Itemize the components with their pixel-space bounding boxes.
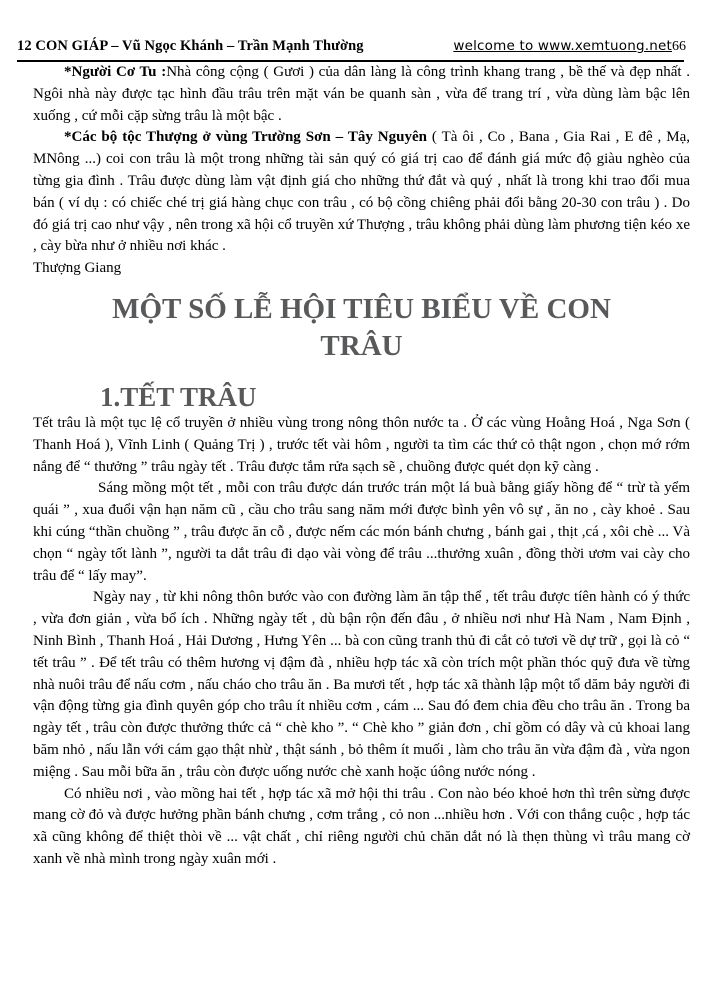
paragraph-body: ( Tà ôi , Co , Bana , Gia Rai , E đê , Mạ, MNông ...) coi con trâu là một trong những tài sản quý có giá trị cao để đánh giá mức độ giàu nghèo của từng gia đình . Trâu được dùng làm vật định giá cho những thứ đắt và quý , nhất là trong khi trao đổi mua bán ( ví dụ : có chiếc ché trị giá hàng chục con trâu , có bộ cồng chiêng phải đổi bằng 20-30 con trâu ) . Do đó giá trị cao như vậy , nên trong xã hội cổ truyền xứ Thượng , trâu không phải dùng làm phương tiện kéo xe , cày bừa như ở nhiều nơi khác . — [33, 129, 690, 255]
author-byline: Thượng Giang — [33, 260, 122, 277]
section-paragraph: Có nhiều nơi , vào mồng hai tết , hợp tác xã mở hội thi trâu . Con nào béo khoẻ hơn thì trên sừng được mang cờ đỏ và được hưởng phần bánh chưng , cơm trắng , cỏ non ...nhiều hơn . Với con thắng cuộc , hợp tác xã cũng không để thiệt thòi về ... vật chất , chỉ riêng người chủ chăn dắt nó là thẹn thùng vì trâu mang cờ xanh về nhà mình trong ngày xuân mới . — [33, 785, 690, 867]
main-title — [33, 291, 690, 365]
website-link[interactable]: welcome to www.xemtuong.net — [453, 38, 672, 54]
intro-paragraph-co-tu — [33, 62, 690, 127]
paragraph-body: Nhà công cộng ( Gươi ) của dân làng là công trình khang trang , bề thế và đẹp nhất . Ngôi nhà này được tạc hình đầu trâu trên mặt ván be quanh sàn , vừa để trang trí , vừa dùng làm bậc lên xuống , cứ mỗi cặp sừng trâu là một bậc . — [33, 64, 690, 124]
page-header — [17, 38, 686, 55]
page-content — [0, 62, 702, 871]
paragraph-lead-nguoi-co-tu: *Người Cơ Tu : — [64, 64, 167, 80]
paragraph-lead-bo-toc-thuong: *Các bộ tộc Thượng ở vùng Trường Sơn – Tây Nguyên — [64, 129, 427, 146]
book-title: 12 CON GIÁP – Vũ Ngọc Khánh – Trần Mạnh Thường — [17, 38, 364, 54]
section-paragraph: Tết trâu là một tục lệ cổ truyền ở nhiều vùng trong nông thôn nước ta . Ở các vùng Hoằng Hoá , Nga Sơn ( Thanh Hoá ), Vĩnh Linh ( Quảng Trị ) , trước tết vài hôm , người ta tìm các thứ cỏ thật ngon , chọn mớ rớm nắng để “ thưởng ” trâu ngày tết . Trâu được tắm rửa sạch sẽ , chuồng được quét dọn kỹ càng . — [33, 414, 690, 475]
page-number: 66 — [672, 39, 686, 54]
section-heading-tet-trau: 1.TẾT TRÂU — [100, 381, 257, 412]
main-title-line-2: TRÂU — [320, 329, 403, 362]
intro-paragraph-bo-toc-thuong — [33, 127, 690, 258]
header-right-group — [453, 38, 686, 55]
section-paragraph: Sáng mồng một tết , mỗi con trâu được dán trước trán một lá buà bằng giấy hồng để “ trừ tà yểm quái ” , xua đuổi vận hạn năm cũ , cầu cho trâu sang năm mới được bình yên vô sự , ăn no , cày khoẻ . Sau khi cúng “thần chuồng ” , trâu được ăn cỗ , được nếm các món bánh chưng , bánh gai , thịt ,cá , xôi chè ... Và chọn “ ngày tốt lành ”, người ta dắt trâu đi dạo vài vòng để trâu ...thưởng xuân , đồng thời ươm vai cày cho trâu để “ lấy may”. — [33, 480, 690, 584]
main-title-line-1: MỘT SỐ LỄ HỘI TIÊU BIỂU VỀ CON — [112, 292, 611, 325]
section-paragraph: Ngày nay , từ khi nông thôn bước vào con đường làm ăn tập thể , tết trâu được tíên hành có ý thức , vừa đơn giản , vừa bổ ích . Những ngày tết , dù bận rộn đến đâu , ở nhiều nơi như Hà Nam , Nam Định , Ninh Bình , Thanh Hoá , Hải Dương , Hưng Yên ... bà con cũng tranh thủ đi cắt cỏ tươi về dự trữ , gọi là cỏ “ tết trâu ” . Để tết trâu có thêm hương vị đậm đà , nhiều hợp tác xã còn trích một phần thóc quỹ đưa về từng nhà nuôi trâu để nấu cơm , nấu cháo cho trâu ăn . Ba mươi tết , hợp tác xã thành lập một tổ dăm bảy người đi vận động từng gia đình quyên góp cho trâu ít nhiều cơm , cám ... Sau đó đem chia đều cho trâu ăn . Trong ba ngày tết , trâu còn được thưởng thức cả “ chè kho ”. “ Chè kho ” giản đơn , chỉ gồm có dây và củ khoai lang băm nhỏ , nấu lẫn với cám gạo thật nhừ , thật sánh , bỏ thêm ít muối , làm cho trâu ăn vừa đậm đà , vừa ngon miệng . Sau mỗi bữa ăn , trâu còn được uống nước chè xanh hoặc úông nước nóng . — [33, 589, 690, 780]
